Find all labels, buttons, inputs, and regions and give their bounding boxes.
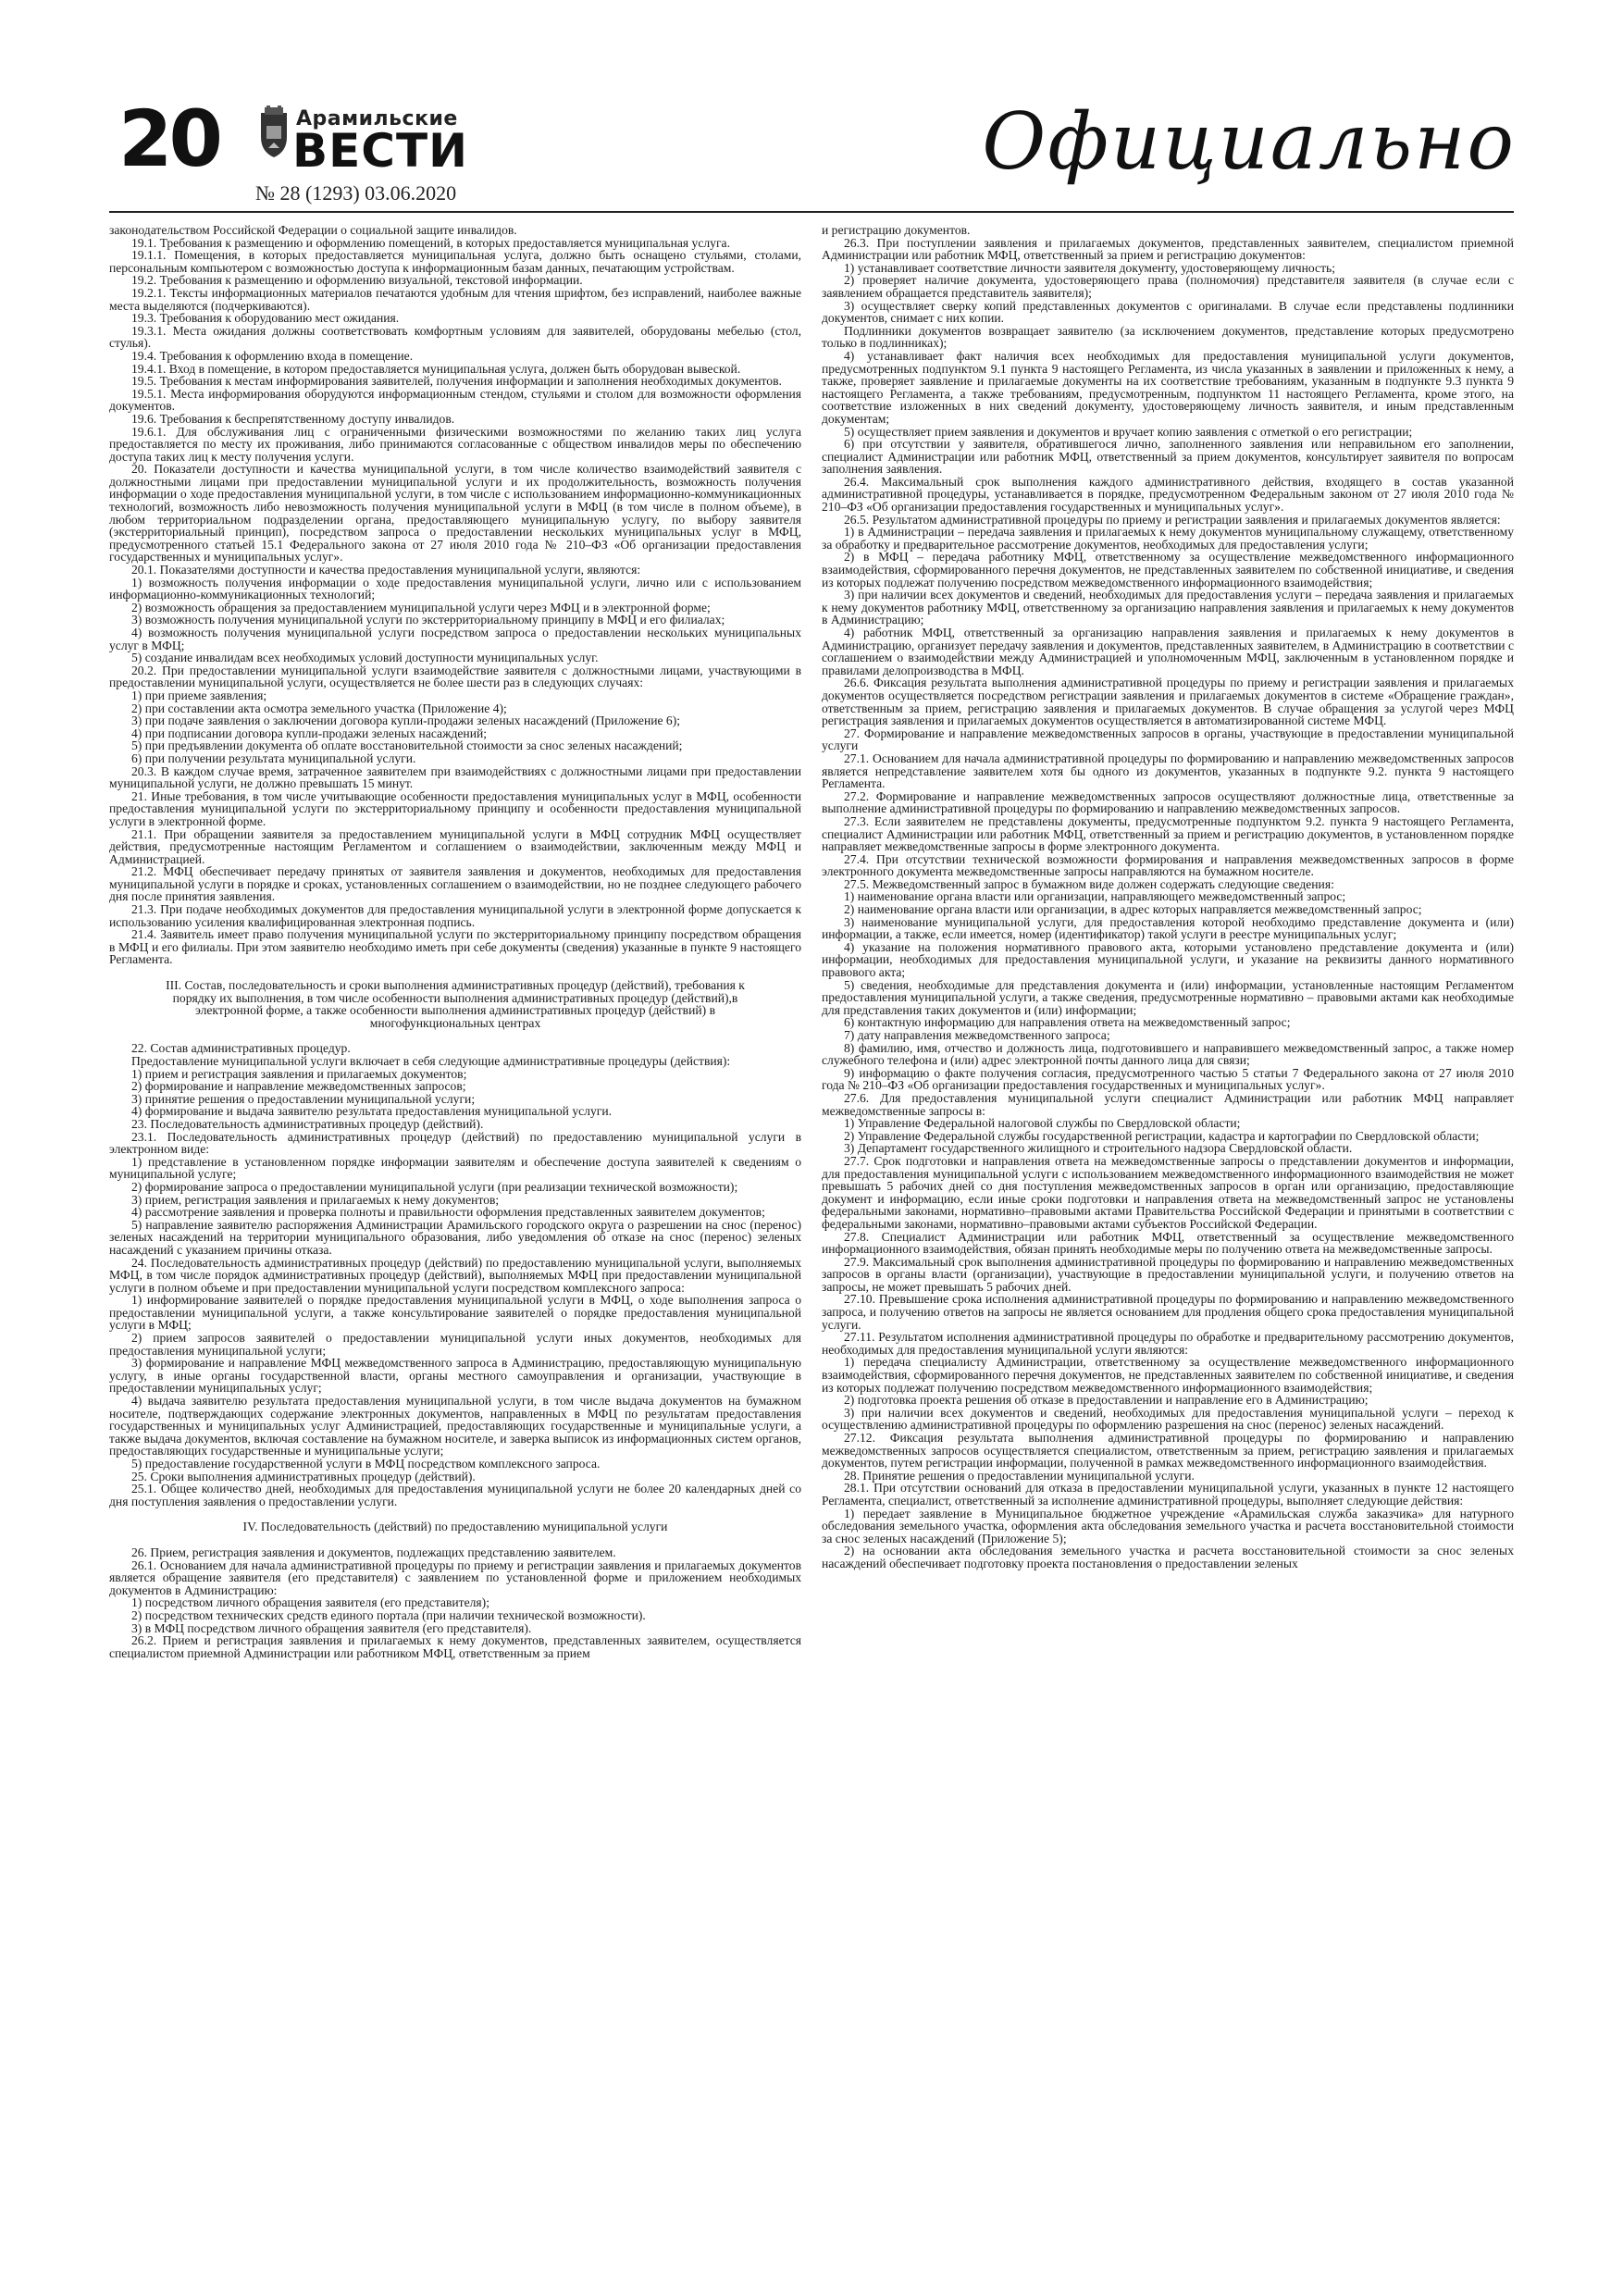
paragraph: 27.1. Основанием для начала административной процедуры по формированию и направлению межведомственных запросов является непредставление заявителем хотя бы одного из документов, указанных в подпункте 9.2. пункта 9 настоящего Регламента. [822, 751, 1514, 791]
paragraph: 19.5. Требования к местам информирования заявителей, получения информации и заполнения необходимых документов. [131, 374, 782, 389]
paragraph: 2) Управление Федеральной службы государственной регистрации, кадастра и картографии по Свердловской области; [844, 1128, 1480, 1143]
paragraph: 26. Прием, регистрация заявления и документов, подлежащих представлению заявителем. [131, 1545, 616, 1559]
paragraph: 1) прием и регистрация заявления и прилагаемых документов; [131, 1066, 467, 1081]
paragraph: 2) формирование запроса о предоставлении муниципальной услуги (при реализации технической возможности); [131, 1179, 738, 1194]
paragraph: 4) выдача заявителю результата предоставления муниципальной услуги, в том числе выдача документов на бумажном носителе, подтверждающих содержание электронных документов, направленных в МФЦ по результатам предоставления государственных и муниципальных услуг Администрацией, предоставляющих государственные и муниципальные услуги, а также выдача документов, включая составление на бумажном носителе, и заверка выписок из информационных систем органов, предоставляющих государственные и муниципальные услуги; [109, 1394, 801, 1458]
paragraph: 1) в Администрации – передача заявления и прилагаемых к нему документов муниципальному служащему, ответственному за обработку и предварительное рассмотрение документов, необходимых для предоставления услуги; [822, 525, 1514, 552]
paragraph: 2) посредством технических средств единого портала (при наличии технической возможности). [131, 1607, 646, 1622]
paragraph: 26.5. Результатом административной процедуры по приему и регистрации заявления и прилагаемых документов является: [844, 512, 1501, 527]
paragraph: законодательством Российской Федерации о социальной защите инвалидов. [109, 224, 517, 237]
paragraph: 28. Принятие решения о предоставлении муниципальной услуги. [844, 1468, 1195, 1483]
paragraph: 3) наименование муниципальной услуги, для предоставления которой необходимо представление документа и (или) информации, а также, если имеется, номер (идентификатор) такой услуги в реестре муниципальных услуг; [822, 914, 1514, 942]
coat-of-arms-icon [255, 105, 292, 161]
paragraph: 2) возможность обращения за предоставлением муниципальной услуги через МФЦ и в электронной форме; [131, 600, 711, 614]
paragraph: 1) передача специалисту Администрации, ответственному за осуществление межведомственного информационного взаимодействия, сформированного перечня документов, не представленных заявителем по собственной инициативе, и сведения из которых подлежат получению посредством межведомственного информационного взаимодействия; [822, 1355, 1514, 1395]
paragraph: 2) при составлении акта осмотра земельного участка (Приложение 4); [131, 701, 507, 715]
paragraph: 3) Департамент государственного жилищного и строительного надзора Свердловской области. [844, 1141, 1353, 1156]
paragraph: 3) при наличии всех документов и сведений, необходимых для предоставления муниципальной услуги – переход к осуществлению административной процедуры по оформлению разрешения на снос (перенос) зеленых насаждений. [822, 1405, 1514, 1433]
paragraph: 1) передает заявление в Муниципальное бюджетное учреждение «Арамильская служба заказчика» для натурного обследования земельного участка, оформления акта обследования земельного участка и расчета восстановительной стоимости за снос зеленых насаждений (Приложение 5); [822, 1506, 1514, 1545]
paragraph: 28.1. При отсутствии оснований для отказа в предоставлении муниципальной услуги, указанных в пункте 12 настоящего Регламента, специалист, ответственный за исполнение административной процедуры, выполняет следующие действия: [822, 1481, 1514, 1508]
paragraph: 1) информирование заявителей о порядке предоставления муниципальной услуги в МФЦ, о ходе выполнения запроса о предоставлении муниципальной услуги, а также консультирование заявителей о порядке предоставления муниципальной услуги в МФЦ; [109, 1293, 801, 1333]
paragraph: 19.1. Требования к размещению и оформлению помещений, в которых предоставляется муниципальная услуга. [131, 235, 730, 250]
paragraph: 1) Управление Федеральной налоговой службы по Свердловской области; [844, 1116, 1241, 1131]
paragraph: 9) информацию о факте получения согласия, предусмотренного частью 5 статьи 7 Федерального закона от 27 июля 2010 года № 210–ФЗ «Об организации предоставления государственных и муниципальных услуг». [822, 1065, 1514, 1093]
paragraph: 4) при подписании договора купли-продажи зеленых насаждений; [131, 726, 488, 740]
paragraph: 26.4. Максимальный срок выполнения каждого административного действия, входящего в состав указанной административной процедуры, устанавливается в порядке, предусмотренном Федеральным законом от 27 июля 2010 года № 210–ФЗ «Об организации предоставления государственных и муниципальных услуг». [822, 474, 1514, 515]
paragraph: 25. Сроки выполнения административных процедур (действий). [131, 1469, 476, 1483]
paragraph: 19.5.1. Места информирования оборудуются информационным стендом, стульями и столом для возможности оформления документов. [109, 386, 801, 414]
paragraph: 1) наименование органа власти или организации, направляющего межведомственный запрос; [844, 889, 1346, 904]
paragraph: 19.3. Требования к оборудованию мест ожидания. [131, 311, 400, 326]
paragraph: 19.4.1. Вход в помещение, в котором предоставляется муниципальная услуга, должен быть оборудован вывеской. [131, 361, 741, 376]
paragraph: 2) в МФЦ – передача работнику МФЦ, ответственному за осуществление межведомственного информационного взаимодействия, сформированного перечня документов, не представленных заявителем по собственной инициативе, и сведения из которых подлежат получению посредством межведомственного информационного взаимодействия; [822, 550, 1514, 590]
paragraph: 27.8. Специалист Администрации или работник МФЦ, ответственный за осуществление межведомственного информационного взаимодействия, обязан принять необходимые меры по получению ответа на межведомственные запросы. [822, 1229, 1514, 1257]
paragraph: 27. Формирование и направление межведомственных запросов в органы, участвующие в предоставлении муниципальной услуги [822, 726, 1514, 753]
paragraph: 20.1. Показателями доступности и качества предоставления муниципальной услуги, являются: [131, 563, 641, 577]
paragraph: 4) работник МФЦ, ответственный за организацию направления заявления и прилагаемых к нему документов в Администрацию, организует передачу заявления и документов, представленных заявителем, в Администрацию в соответствии с соглашением о взаимодействии между Администрацией и уполномоченным МФЦ, заключенным в установленном порядке и правилами делопроизводства в МФЦ. [822, 626, 1514, 677]
paragraph: 3) при наличии всех документов и сведений, необходимых для предоставления услуги – передача заявления и прилагаемых к нему документов работнику МФЦ, ответственному за организацию направления заявления и прилагаемых к нему документов в Администрацию; [822, 588, 1514, 627]
paragraph: 26.6. Фиксация результата выполнения административной процедуры по приему и регистрации заявления и прилагаемых документов осуществляется посредством регистрации заявления и прилагаемых документов в системе «Обращение граждан», ответственным за прием, регистрацию заявления и прилагаемых документов. В случае обращения за услугой через МФЦ регистрация заявления и прилагаемых документов осуществляется в автоматизированной системе МФЦ. [822, 676, 1514, 728]
paragraph: Подлинники документов возвращает заявителю (за исключением документов, представление которых предусмотрено только в подлинниках); [822, 323, 1514, 351]
paragraph: 4) указание на положения нормативного правового акта, которыми установлено представление документа и (или) информации, необходимых для предоставления муниципальной услуги, и указание на реквизиты данного нормативного правового акта; [822, 939, 1514, 980]
paragraph: 26.1. Основанием для начала административной процедуры по приему и регистрации заявления и прилагаемых документов является обращение заявителя (его представителя) с заявлением по установленной форме и приложением необходимых документов в Администрацию: [109, 1558, 801, 1597]
paragraph: 5) предоставление государственной услуги в МФЦ посредством комплексного запроса. [131, 1457, 601, 1471]
right-column [822, 224, 1514, 2271]
paragraph: 1) посредством личного обращения заявителя (его представителя); [131, 1595, 489, 1610]
paragraph: 21.4. Заявитель имеет право получения муниципальной услуги по экстерриториальному принципу посредством обращения в МФЦ и его филиалы. При этом заявителю необходимо иметь при себе документы (сведения) указанные в пункте 9 настоящего Регламента. [109, 927, 801, 967]
paragraph: 20.3. В каждом случае время, затраченное заявителем при взаимодействиях с должностными лицами при предоставлении муниципальной услуги, не должно превышать 15 минут. [109, 763, 801, 791]
paragraph: 4) возможность получения муниципальной услуги посредством запроса о предоставлении нескольких муниципальных услуг в МФЦ; [109, 626, 801, 652]
paragraph: 6) при отсутствии у заявителя, обратившегося лично, заполненного заявления или неправильном его заполнении, специалист Администрации или работник МФЦ, ответственный за прием документов, консультирует заявителя по вопросам заполнения заявления. [822, 437, 1514, 477]
paragraph: 20.2. При предоставлении муниципальной услуги взаимодействие заявителя с должностными лицами, участвующими в предоставлении муниципальной услуги, осуществляется не более шести раз в следующих случаях: [109, 663, 801, 690]
paragraph: 5) осуществляет прием заявления и документов и вручает копию заявления с отметкой о его регистрации; [844, 424, 1413, 439]
paragraph: 3) формирование и направление МФЦ межведомственного запроса в Администрацию, предоставляющую муниципальную услугу, в иные органы государственной власти, органы местного самоуправления и организации, участвующие в предоставлении муниципальных услуг; [109, 1356, 801, 1396]
paragraph: 24. Последовательность административных процедур (действий) по предоставлению муниципальной услуги, выполняемых МФЦ, в том числе порядок административных процедур (действий), выполняемых МФЦ при предоставлении муниципальной услуги в полном объеме и при предоставлении муниципальной услуги посредством комплексного запроса: [109, 1255, 801, 1295]
paragraph: 27.12. Фиксация результата выполнения административной процедуры по формированию и направлению межведомственных запросов осуществляется специалистом, ответственным за прием, регистрацию заявления и прилагаемых документов, путем регистрации информации, полученной в рамках межведомственного информационного взаимодействия. [822, 1431, 1514, 1471]
paragraph: 2) наименование органа власти или организации, в адрес которых направляется межведомственный запрос; [844, 902, 1422, 917]
paragraph: 5) создание инвалидам всех необходимых условий доступности муниципальных услуг. [131, 651, 599, 665]
header-rule [109, 211, 1514, 213]
paragraph: 3) осуществляет сверку копий представленных документов с оригиналами. В случае если представлены подлинники документов, снимает с них копии. [822, 298, 1514, 326]
paragraph: 27.4. При отсутствии технической возможности формирования и направления межведомственных запросов в форме электронного документа межведомственные запросы направляются на бумажном носителе. [822, 851, 1514, 879]
paragraph: 8) фамилию, имя, отчество и должность лица, подготовившего и направившего межведомственный запрос, а также номер служебного телефона и (или) адрес электронной почты данного лица для связи; [822, 1040, 1514, 1068]
paragraph: 27.3. Если заявителем не представлены документы, предусмотренные подпунктом 9.2. пункта 9 настоящего Регламента, специалист Администрации или работник МФЦ, ответственный за прием и регистрацию документов, в установленном порядке направляет межведомственные запросы в форме электронного документа. [822, 813, 1514, 854]
logo-main-text: ВЕСТИ [292, 124, 468, 178]
paragraph: 20. Показатели доступности и качества муниципальной услуги, в том числе количество взаимодействий заявителя с должностными лицами при предоставлении муниципальной услуги и их продолжительность, возможность получения информации о ходе предоставления муниципальной услуги, в том числе с использованием информационно-коммуникационных технологий, возможность либо невозможность получения муниципальной услуги в МФЦ (в том числе в полном объеме), в любом территориальном подразделении органа, предоставляющего муниципальную услугу, по выбору заявителя (экстерриториальный принцип), посредством запроса о предоставлении нескольких муниципальных услуг в МФЦ, предусмотренного статьей 15.1 Федерального закона от 27 июля 2010 года № 210–ФЗ «Об организации предоставления государственных и муниципальных услуг». [109, 462, 801, 565]
paragraph: 27.7. Срок подготовки и направления ответа на межведомственные запросы о представлении документов и информации, для предоставления муниципальной услуги с использованием межведомственного информационного взаимодействия не может превышать 5 рабочих дней со дня поступления межведомственных запросов в орган или организацию, предоставляющие документ и информацию, если иные сроки подготовки и направления ответа на межведомственный запрос не установлены федеральными законами, нормативно–правовыми актами Правительства Российской Федерации и принятыми в соответствии с федеральными законами, нормативно–правовыми актами субъектов Российской Федерации. [822, 1153, 1514, 1231]
paragraph: и регистрацию документов. [822, 224, 971, 237]
paragraph: 27.2. Формирование и направление межведомственных запросов осуществляют должностные лица, ответственные за выполнение административной процедуры по формированию и направлению межведомственных запросов. [822, 788, 1514, 816]
paragraph: 27.11. Результатом исполнения административной процедуры по обработке и предварительному рассмотрению документов, необходимых для предоставления муниципальной услуги являются: [822, 1330, 1514, 1357]
paragraph: 21.3. При подаче необходимых документов для предоставления муниципальной услуги в электронной форме допускается к использованию усиления квалифицированная электронная подпись. [109, 902, 801, 929]
paragraph: 19.2.1. Тексты информационных материалов печатаются удобным для чтения шрифтом, без исправлений, наиболее важные места выделяются (подчеркиваются). [109, 285, 801, 313]
paragraph: 27.10. Превышение срока исполнения административной процедуры по формированию и направлению межведомственного запроса, и получению ответов на запросы не является основанием для продления общего срока предоставления муниципальной услуги. [822, 1292, 1514, 1332]
paragraph: 23.1. Последовательность административных процедур (действий) по предоставлению муниципальной услуги в электронном виде: [109, 1129, 801, 1157]
logo-top-text: Арамильские [296, 107, 458, 130]
section-heading: IV. Последовательность (действий) по предоставлению муниципальной услуги [242, 1520, 668, 1534]
paragraph: 6) при получении результата муниципальной услуги. [131, 751, 416, 765]
paragraph: 2) проверяет наличие документа, удостоверяющего права (полномочия) представителя заявителя (в случае если с заявлением обращается представитель заявителя); [822, 273, 1514, 300]
paragraph: 5) направление заявителю распоряжения Администрации Арамильского городского округа о разрешении на снос (перенос) зеленых насаждений на территории муниципального образования, либо уведомления об отказе на снос (перенос) зеленых насаждений с указанием причины отказа. [109, 1217, 801, 1257]
paragraph: 6) контактную информацию для направления ответа на межведомственный запрос; [844, 1015, 1291, 1030]
paragraph: 23. Последовательность административных процедур (действий). [131, 1116, 484, 1131]
section-heading: III. Состав, последовательность и сроки выполнения административных процедур (действий), требования к порядку их выполнения, в том числе особенности выполнения административных процедур (действий),в электронной форме, а также особенности выполнения административных процедур (действий) в многофункциональных центрах [166, 978, 745, 1030]
paragraph: 2) формирование и направление межведомственных запросов; [131, 1079, 466, 1094]
paragraph: 5) сведения, необходимые для представления документа и (или) информации, установленные настоящим Регламентом предоставления муниципальной услуги, а также сведения, предусмотренные нормативно – правовыми актами как необходимые для представления таких документов и (или) информации; [822, 977, 1514, 1017]
paragraph: 1) возможность получения информации о ходе предоставления муниципальной услуги, лично или с использованием информационно-коммуникационных технологий; [109, 575, 801, 602]
paragraph: 3) принятие решения о предоставлении муниципальной услуги; [131, 1091, 476, 1106]
paragraph: 22. Состав административных процедур. [131, 1041, 351, 1056]
paragraph: 21.2. МФЦ обеспечивает передачу принятых от заявителя заявления и документов, необходимых для предоставления муниципальной услуги в порядке и сроках, установленных соглашением о взаимодействии, но не позднее следующего рабочего дня после принятия заявления. [109, 864, 801, 904]
paragraph: 2) прием запросов заявителей о предоставлении муниципальной услуги иных документов, необходимых для предоставления муниципальной услуги; [109, 1331, 801, 1358]
paragraph: Предоставление муниципальной услуги включает в себя следующие административные процедуры (действия): [131, 1054, 731, 1068]
newspaper-logo [255, 100, 468, 189]
paragraph: 21.1. При обращении заявителя за предоставлением муниципальной услуги в МФЦ сотрудник МФЦ осуществляет действия, предусмотренные настоящим Регламентом и соглашением о взаимодействии, заключенным между МФЦ и Администрацией. [109, 826, 801, 866]
paragraph: 19.2. Требования к размещению и оформлению визуальной, текстовой информации. [131, 273, 583, 288]
issue-number: № 28 (1293) 03.06.2020 [255, 181, 457, 205]
paragraph: 19.6.1. Для обслуживания лиц с ограниченными физическими возможностями по желанию таких лиц услуга предоставляется по месту их проживания, либо принимаются согласованные с обществом инвалидов меры по обеспечению доступа таких лиц к месту получения услуги. [109, 424, 801, 464]
paragraph: 27.9. Максимальный срок выполнения административной процедуры по формированию и направлению межведомственных запросов в органы власти (организации), участвующие в предоставлении муниципальной услуги, и получению ответов на запросы, не может превышать 5 рабочих дней. [822, 1254, 1514, 1294]
paragraph: 4) рассмотрение заявления и проверка полноты и правильности оформления представленных заявителем документов; [131, 1205, 765, 1220]
paragraph: 2) подготовка проекта решения об отказе в предоставлении и направление его в Администрацию; [844, 1393, 1369, 1408]
paragraph: 1) устанавливает соответствие личности заявителя документу, удостоверяющему личность; [844, 260, 1335, 275]
paragraph: 27.6. Для предоставления муниципальной услуги специалист Администрации или работник МФЦ направляет межведомственные запросы в: [822, 1090, 1514, 1118]
paragraph: 3) при подаче заявления о заключении договора купли-продажи зеленых насаждений (Приложение 6); [131, 714, 681, 728]
paragraph: 4) устанавливает факт наличия всех необходимых для предоставления муниципальной услуги документов, предусмотренных подпунктом 9.1 пункта 9 настоящего Регламента, из числа указанных в заявлении и приложенных к нему, а также, проверяет заявление и прилагаемые документы на их соответствие требованиям, указанным в подпункте 9.3 пункта 9 настоящего Регламента, а также требованиям, предусмотренным, подпунктом 11 настоящего Регламента, кроме этого, на соответствие изложенных в них сведений документу, удостоверяющему личность заявителя, и иным представленным документам; [822, 348, 1514, 426]
paragraph: 21. Иные требования, в том числе учитывающие особенности предоставления муниципальных услуг в МФЦ, особенности предоставления муниципальной услуги по экстерриториальному принципу и особенности предоставления муниципальной услуги в электронной форме. [109, 788, 801, 828]
paragraph: 2) на основании акта обследования земельного участка и расчета восстановительной стоимости за снос зеленых насаждений обеспечивает подготовку проекта постановления о предоставлении зеленых [822, 1544, 1514, 1570]
paragraph: 19.4. Требования к оформлению входа в помещение. [131, 348, 414, 363]
paragraph: 4) формирование и выдача заявителю результата предоставления муниципальной услуги. [131, 1104, 612, 1119]
paragraph: 3) в МФЦ посредством личного обращения заявителя (его представителя). [131, 1620, 532, 1635]
paragraph: 5) при предъявлении документа об оплате восстановительной стоимости за снос зеленых насаждений; [131, 738, 683, 753]
paragraph: 26.2. Прием и регистрация заявления и прилагаемых к нему документов, представленных заявителем, осуществляется специалистом приемной Администрации или работником МФЦ, ответственным за прием [109, 1633, 801, 1660]
paragraph: 3) возможность получения муниципальной услуги по экстерриториальному принципу в МФЦ и его филиалах; [131, 613, 725, 627]
left-column [109, 224, 801, 2271]
paragraph: 7) дату направления межведомственного запроса; [844, 1028, 1110, 1042]
paragraph: 19.1.1. Помещения, в которых предоставляется муниципальная услуга, должно быть оснащено стульями, столами, персональным компьютером с возможностью доступа к информационным базам данных, печатающим устройствам. [109, 248, 801, 275]
paragraph: 1) представление в установленном порядке информации заявителям и обеспечение доступа заявителей к сведениям о муниципальной услуге; [109, 1154, 801, 1182]
paragraph: 27.5. Межведомственный запрос в бумажном виде должен содержать следующие сведения: [844, 876, 1334, 891]
paragraph: 1) при приеме заявления; [131, 688, 267, 702]
paragraph: 25.1. Общее количество дней, необходимых для предоставления муниципальной услуги не более 20 календарных дней со дня поступления заявления о предоставлении услуги. [109, 1482, 801, 1508]
section-title: Официально [982, 96, 1516, 187]
page-header [109, 93, 1516, 213]
paragraph: 19.6. Требования к беспрепятственному доступу инвалидов. [131, 411, 455, 426]
paragraph: 19.3.1. Места ожидания должны соответствовать комфортным условиям для заявителей, оборудованы мебелью (стол, стулья). [109, 323, 801, 351]
paragraph: 26.3. При поступлении заявления и прилагаемых документов, представленных заявителем, специалистом приемной Администрации или работник МФЦ, ответственный за прием и регистрацию документов: [822, 235, 1514, 263]
page-number: 20 [118, 93, 219, 184]
paragraph: 3) прием, регистрация заявления и прилагаемых к нему документов; [131, 1192, 500, 1207]
